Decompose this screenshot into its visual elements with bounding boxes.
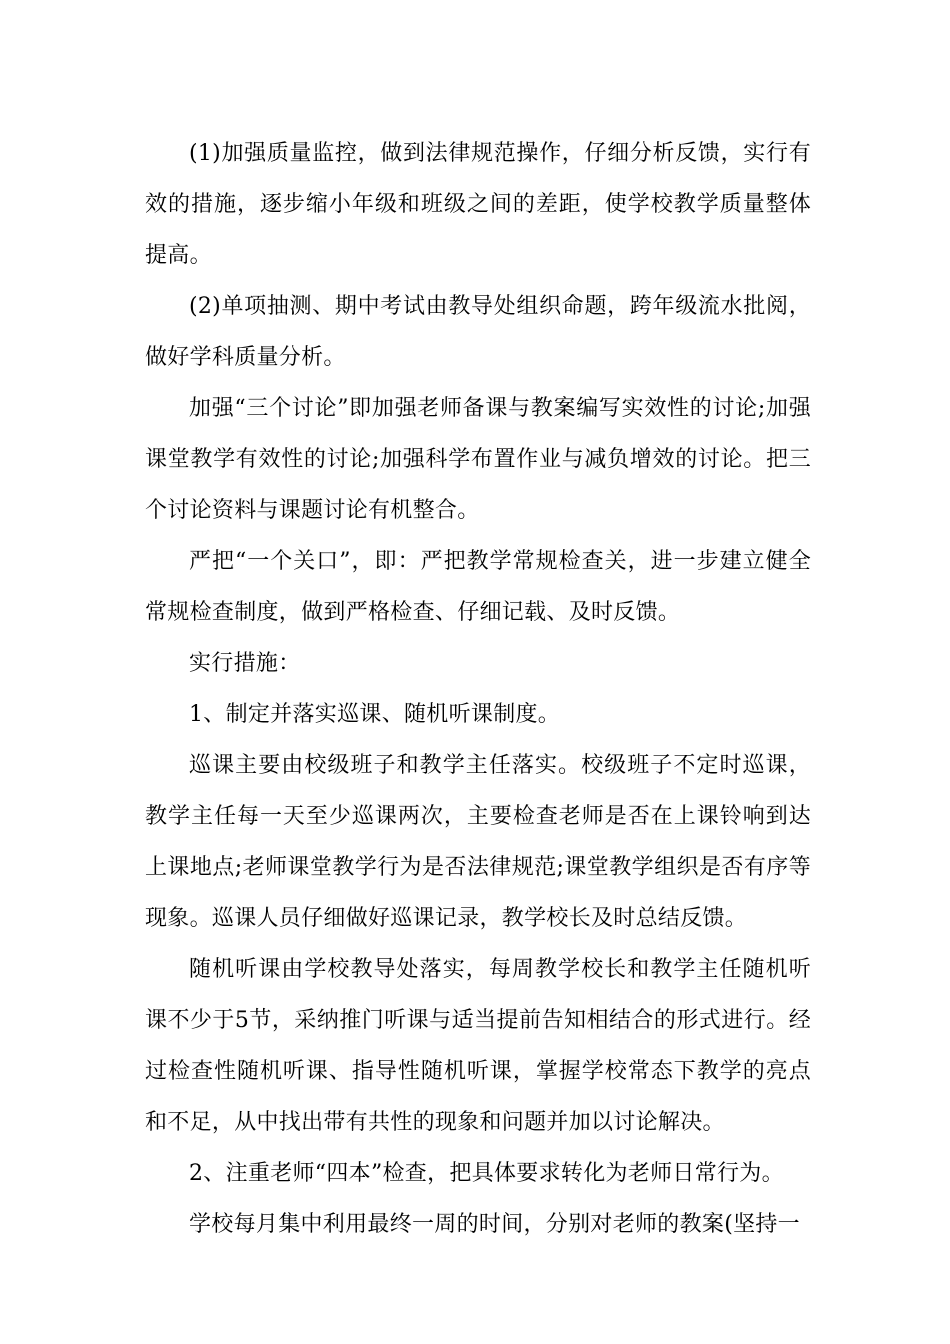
paragraph-measures-heading: 实行措施： (189, 651, 301, 676)
paragraph-one-checkpoint: 严把“一个关口”，即：严把教学常规检查关，进一步建立健全常规检查制度，做到严格检查、仔细记载、及时反馈。 (145, 549, 811, 625)
document-body (145, 128, 811, 1250)
paragraph-measure-2-heading: 2、注重老师“四本”检查，把具体要求转化为老师日常行为。 (189, 1161, 784, 1186)
paragraph-patrol-classes: 巡课主要由校级班子和教学主任落实。校级班子不定时巡课，教学主任每一天至少巡课两次，主要检查老师是否在上课铃响到达上课地点;老师课堂教学行为是否法律规范;课堂教学组织是否有序等现象。巡课人员仔细做好巡课记录，教学校长及时总结反馈。 (145, 753, 811, 931)
paragraph-monthly-check: 学校每月集中利用最终一周的时间，分别对老师的教案(坚持一 (189, 1212, 800, 1237)
paragraph-quality-monitoring: (1)加强质量监控，做到法律规范操作，仔细分析反馈，实行有效的措施，逐步缩小年级和班级之间的差距，使学校教学质量整体提高。 (145, 141, 811, 268)
paragraph-measure-1-heading: 1、制定并落实巡课、随机听课制度。 (189, 702, 561, 727)
paragraph-three-discussions: 加强“三个讨论”即加强老师备课与教案编写实效性的讨论;加强课堂教学有效性的讨论;加强科学布置作业与减负增效的讨论。把三个讨论资料与课题讨论有机整合。 (145, 396, 811, 523)
paragraph-random-lessons: 随机听课由学校教导处落实，每周教学校长和教学主任随机听课不少于5节，采纳推门听课与适当提前告知相结合的形式进行。经过检查性随机听课、指导性随机听课，掌握学校常态下教学的亮点和不足，从中找出带有共性的现象和问题并加以讨论解决。 (145, 957, 811, 1135)
paragraph-exam-organization: (2)单项抽测、期中考试由教导处组织命题，跨年级流水批阅，做好学科质量分析。 (145, 294, 811, 370)
